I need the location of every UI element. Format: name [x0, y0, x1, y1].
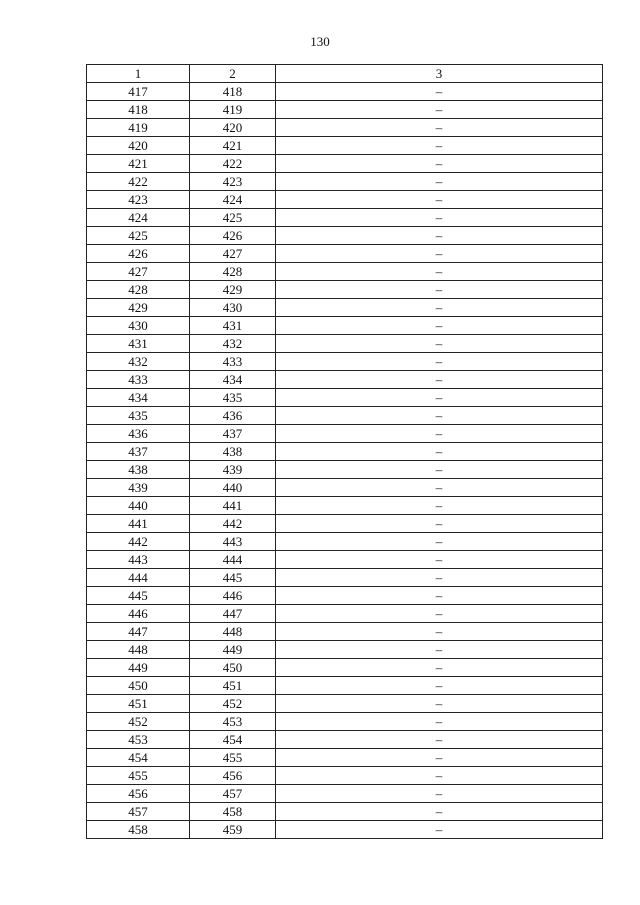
table-cell-col-2: 444: [190, 551, 276, 569]
table-row: [87, 821, 603, 839]
table-cell-col-2: 443: [190, 533, 276, 551]
table-cell-col-3: –: [276, 569, 603, 587]
table-row: [87, 587, 603, 605]
table-cell-col-2: 422: [190, 155, 276, 173]
table-cell-col-1: 419: [87, 119, 190, 137]
table-row: [87, 371, 603, 389]
page-number: 130: [310, 34, 330, 49]
table-cell-col-1: 423: [87, 191, 190, 209]
table-cell-col-3: –: [276, 245, 603, 263]
table-cell-col-3: –: [276, 335, 603, 353]
column-header-3: 3: [276, 65, 603, 83]
table-cell-col-1: 456: [87, 785, 190, 803]
table-row: [87, 335, 603, 353]
table-row: [87, 191, 603, 209]
table-cell-col-1: 436: [87, 425, 190, 443]
table-cell-col-3: –: [276, 623, 603, 641]
column-header-2: 2: [190, 65, 276, 83]
table-cell-col-3: –: [276, 191, 603, 209]
table-cell-col-2: 457: [190, 785, 276, 803]
table-cell-col-1: 434: [87, 389, 190, 407]
table-cell-col-1: 445: [87, 587, 190, 605]
table-cell-col-2: 426: [190, 227, 276, 245]
table-cell-col-1: 432: [87, 353, 190, 371]
table-cell-col-1: 448: [87, 641, 190, 659]
table-cell-col-2: 425: [190, 209, 276, 227]
table-cell-col-2: 441: [190, 497, 276, 515]
table-row: [87, 317, 603, 335]
table-cell-col-3: –: [276, 425, 603, 443]
table-body: [87, 83, 603, 839]
table-row: [87, 515, 603, 533]
table-cell-col-3: –: [276, 749, 603, 767]
table-cell-col-3: –: [276, 371, 603, 389]
table-cell-col-1: 457: [87, 803, 190, 821]
table-cell-col-2: 455: [190, 749, 276, 767]
table-cell-col-3: –: [276, 803, 603, 821]
table-cell-col-2: 424: [190, 191, 276, 209]
table-cell-col-1: 422: [87, 173, 190, 191]
table-cell-col-3: –: [276, 443, 603, 461]
table-cell-col-1: 435: [87, 407, 190, 425]
table-cell-col-2: 440: [190, 479, 276, 497]
table-cell-col-1: 447: [87, 623, 190, 641]
table-cell-col-2: 436: [190, 407, 276, 425]
table-cell-col-1: 451: [87, 695, 190, 713]
table-cell-col-2: 453: [190, 713, 276, 731]
table-cell-col-2: 451: [190, 677, 276, 695]
table-cell-col-2: 445: [190, 569, 276, 587]
table-row: [87, 695, 603, 713]
table-cell-col-2: 429: [190, 281, 276, 299]
table-cell-col-3: –: [276, 605, 603, 623]
table-cell-col-3: –: [276, 551, 603, 569]
table-cell-col-1: 440: [87, 497, 190, 515]
table-cell-col-1: 424: [87, 209, 190, 227]
table-cell-col-2: 446: [190, 587, 276, 605]
table-cell-col-3: –: [276, 83, 603, 101]
table-cell-col-3: –: [276, 227, 603, 245]
table-cell-col-2: 438: [190, 443, 276, 461]
table-row: [87, 443, 603, 461]
table-cell-col-2: 427: [190, 245, 276, 263]
table-cell-col-1: 446: [87, 605, 190, 623]
table-cell-col-3: –: [276, 173, 603, 191]
table-cell-col-1: 442: [87, 533, 190, 551]
table-row: [87, 803, 603, 821]
table-cell-col-2: 419: [190, 101, 276, 119]
table-cell-col-2: 449: [190, 641, 276, 659]
table-cell-col-2: 434: [190, 371, 276, 389]
table-cell-col-2: 418: [190, 83, 276, 101]
table-cell-col-2: 421: [190, 137, 276, 155]
table-cell-col-3: –: [276, 137, 603, 155]
table-row: [87, 263, 603, 281]
table-row: [87, 749, 603, 767]
table-row: [87, 245, 603, 263]
table-row: [87, 713, 603, 731]
table-cell-col-2: 435: [190, 389, 276, 407]
table-cell-col-1: 420: [87, 137, 190, 155]
table-cell-col-2: 458: [190, 803, 276, 821]
table-cell-col-2: 437: [190, 425, 276, 443]
table-cell-col-1: 439: [87, 479, 190, 497]
table-cell-col-2: 428: [190, 263, 276, 281]
table-row: [87, 677, 603, 695]
table-cell-col-1: 444: [87, 569, 190, 587]
table-cell-col-1: 455: [87, 767, 190, 785]
table-cell-col-3: –: [276, 731, 603, 749]
table-row: [87, 659, 603, 677]
table-row: [87, 281, 603, 299]
table-cell-col-3: –: [276, 659, 603, 677]
table-row: [87, 731, 603, 749]
table-row: [87, 173, 603, 191]
table-row: [87, 407, 603, 425]
table-cell-col-1: 429: [87, 299, 190, 317]
table-cell-col-2: 450: [190, 659, 276, 677]
table-row: [87, 299, 603, 317]
table-cell-col-3: –: [276, 821, 603, 839]
table-row: [87, 119, 603, 137]
table-row: [87, 209, 603, 227]
column-header-1: 1: [87, 65, 190, 83]
table-cell-col-1: 449: [87, 659, 190, 677]
table-cell-col-3: –: [276, 713, 603, 731]
table-row: [87, 785, 603, 803]
table-cell-col-3: –: [276, 101, 603, 119]
table-cell-col-1: 417: [87, 83, 190, 101]
table-cell-col-3: –: [276, 209, 603, 227]
table-cell-col-1: 421: [87, 155, 190, 173]
table-cell-col-1: 437: [87, 443, 190, 461]
table-cell-col-1: 426: [87, 245, 190, 263]
table-cell-col-3: –: [276, 119, 603, 137]
table-cell-col-3: –: [276, 461, 603, 479]
table-row: [87, 353, 603, 371]
table-cell-col-3: –: [276, 767, 603, 785]
table-cell-col-1: 430: [87, 317, 190, 335]
table-row: [87, 533, 603, 551]
table-cell-col-1: 425: [87, 227, 190, 245]
table-cell-col-2: 431: [190, 317, 276, 335]
table-cell-col-2: 430: [190, 299, 276, 317]
table-cell-col-1: 454: [87, 749, 190, 767]
table-cell-col-2: 433: [190, 353, 276, 371]
table-header-row: [87, 65, 603, 83]
table-row: [87, 641, 603, 659]
table-cell-col-3: –: [276, 785, 603, 803]
table-cell-col-3: –: [276, 281, 603, 299]
table-row: [87, 551, 603, 569]
table-row: [87, 101, 603, 119]
table-cell-col-3: –: [276, 515, 603, 533]
table-row: [87, 623, 603, 641]
data-table: [86, 64, 603, 839]
table-cell-col-2: 432: [190, 335, 276, 353]
table-row: [87, 461, 603, 479]
table-cell-col-2: 459: [190, 821, 276, 839]
table-cell-col-2: 454: [190, 731, 276, 749]
table-cell-col-1: 453: [87, 731, 190, 749]
table-row: [87, 767, 603, 785]
table-cell-col-3: –: [276, 353, 603, 371]
table-cell-col-2: 420: [190, 119, 276, 137]
table-cell-col-3: –: [276, 155, 603, 173]
table-cell-col-3: –: [276, 533, 603, 551]
table-cell-col-1: 452: [87, 713, 190, 731]
table-cell-col-3: –: [276, 677, 603, 695]
table-cell-col-1: 458: [87, 821, 190, 839]
table-row: [87, 569, 603, 587]
table-cell-col-3: –: [276, 497, 603, 515]
table-cell-col-3: –: [276, 695, 603, 713]
table-cell-col-2: 448: [190, 623, 276, 641]
table-row: [87, 425, 603, 443]
table-cell-col-3: –: [276, 407, 603, 425]
table-cell-col-1: 438: [87, 461, 190, 479]
table-cell-col-1: 443: [87, 551, 190, 569]
table-row: [87, 479, 603, 497]
table-cell-col-1: 433: [87, 371, 190, 389]
table-cell-col-2: 423: [190, 173, 276, 191]
table-row: [87, 155, 603, 173]
table-cell-col-3: –: [276, 263, 603, 281]
table-cell-col-1: 418: [87, 101, 190, 119]
table-cell-col-1: 441: [87, 515, 190, 533]
table-cell-col-3: –: [276, 479, 603, 497]
table-row: [87, 227, 603, 245]
table-row: [87, 83, 603, 101]
table-cell-col-3: –: [276, 317, 603, 335]
table-row: [87, 137, 603, 155]
table-cell-col-3: –: [276, 299, 603, 317]
table-cell-col-1: 450: [87, 677, 190, 695]
table-cell-col-2: 456: [190, 767, 276, 785]
table-cell-col-3: –: [276, 389, 603, 407]
table-cell-col-2: 442: [190, 515, 276, 533]
table-cell-col-1: 428: [87, 281, 190, 299]
table-cell-col-2: 452: [190, 695, 276, 713]
table-cell-col-1: 427: [87, 263, 190, 281]
table-cell-col-3: –: [276, 587, 603, 605]
table-row: [87, 389, 603, 407]
table-cell-col-2: 447: [190, 605, 276, 623]
table-cell-col-2: 439: [190, 461, 276, 479]
table-cell-col-1: 431: [87, 335, 190, 353]
table-row: [87, 605, 603, 623]
table-row: [87, 497, 603, 515]
table-cell-col-3: –: [276, 641, 603, 659]
